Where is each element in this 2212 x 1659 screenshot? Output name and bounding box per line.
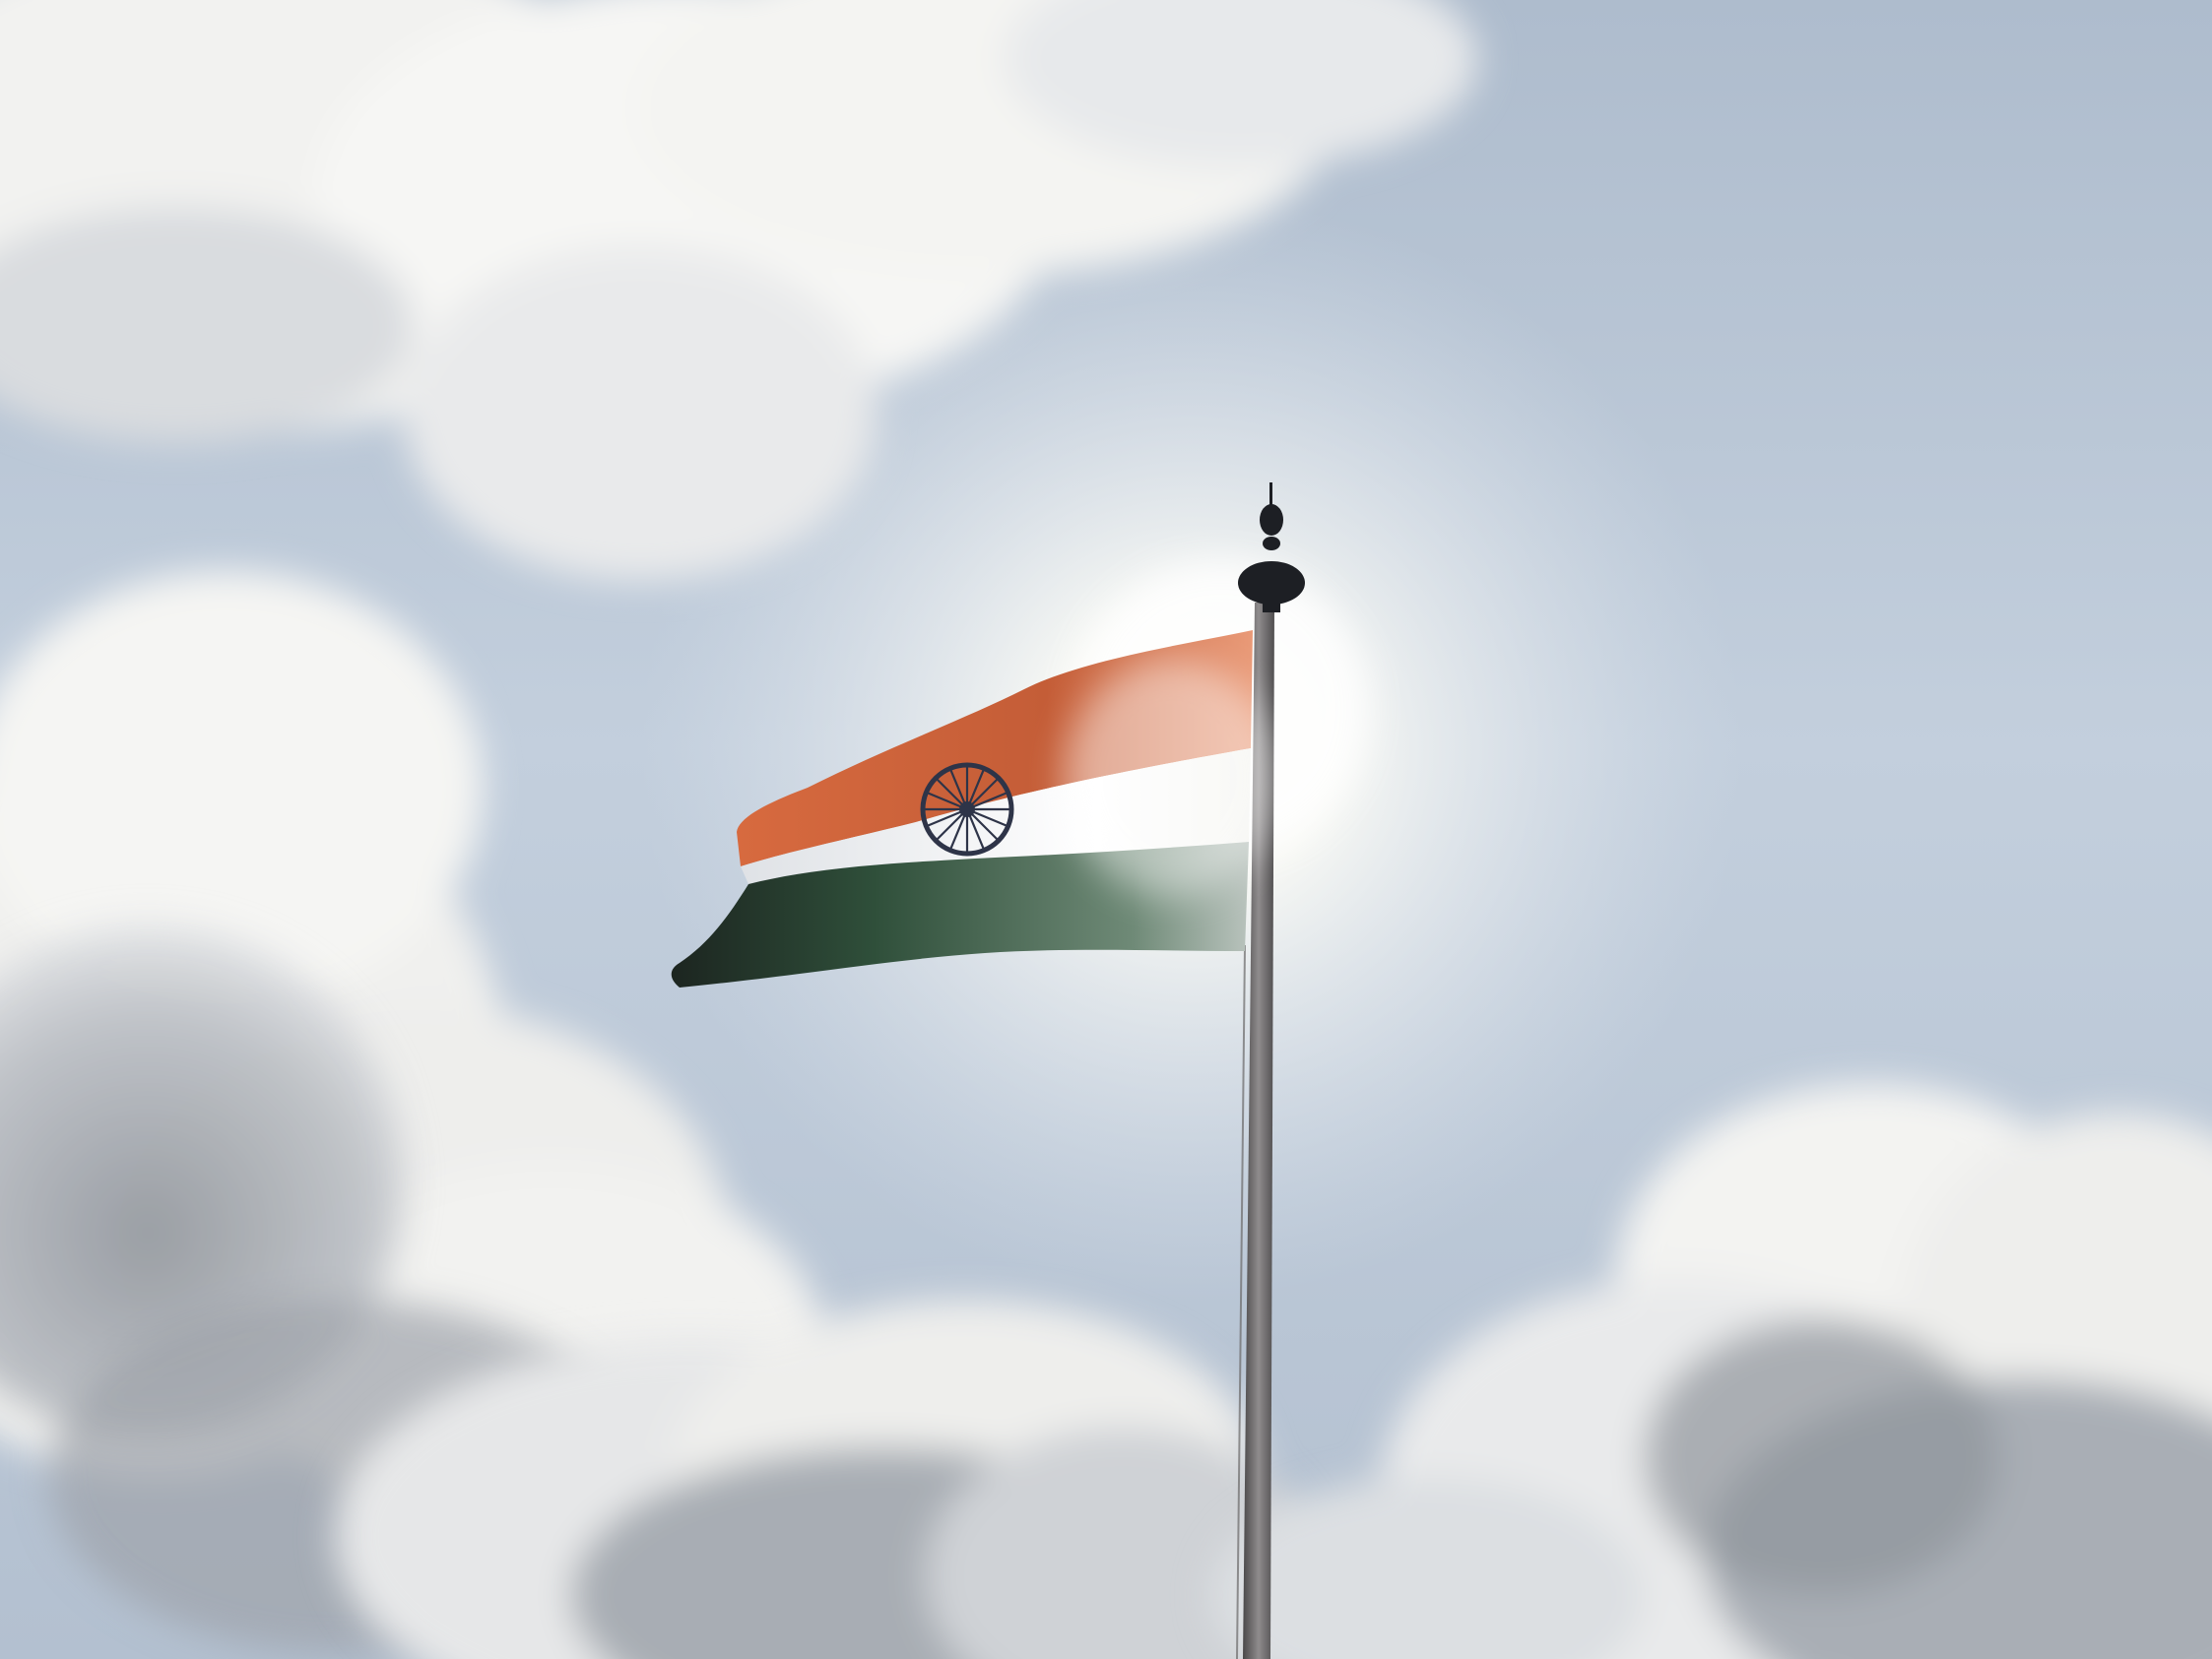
- ashoka-chakra-icon: [923, 765, 1011, 854]
